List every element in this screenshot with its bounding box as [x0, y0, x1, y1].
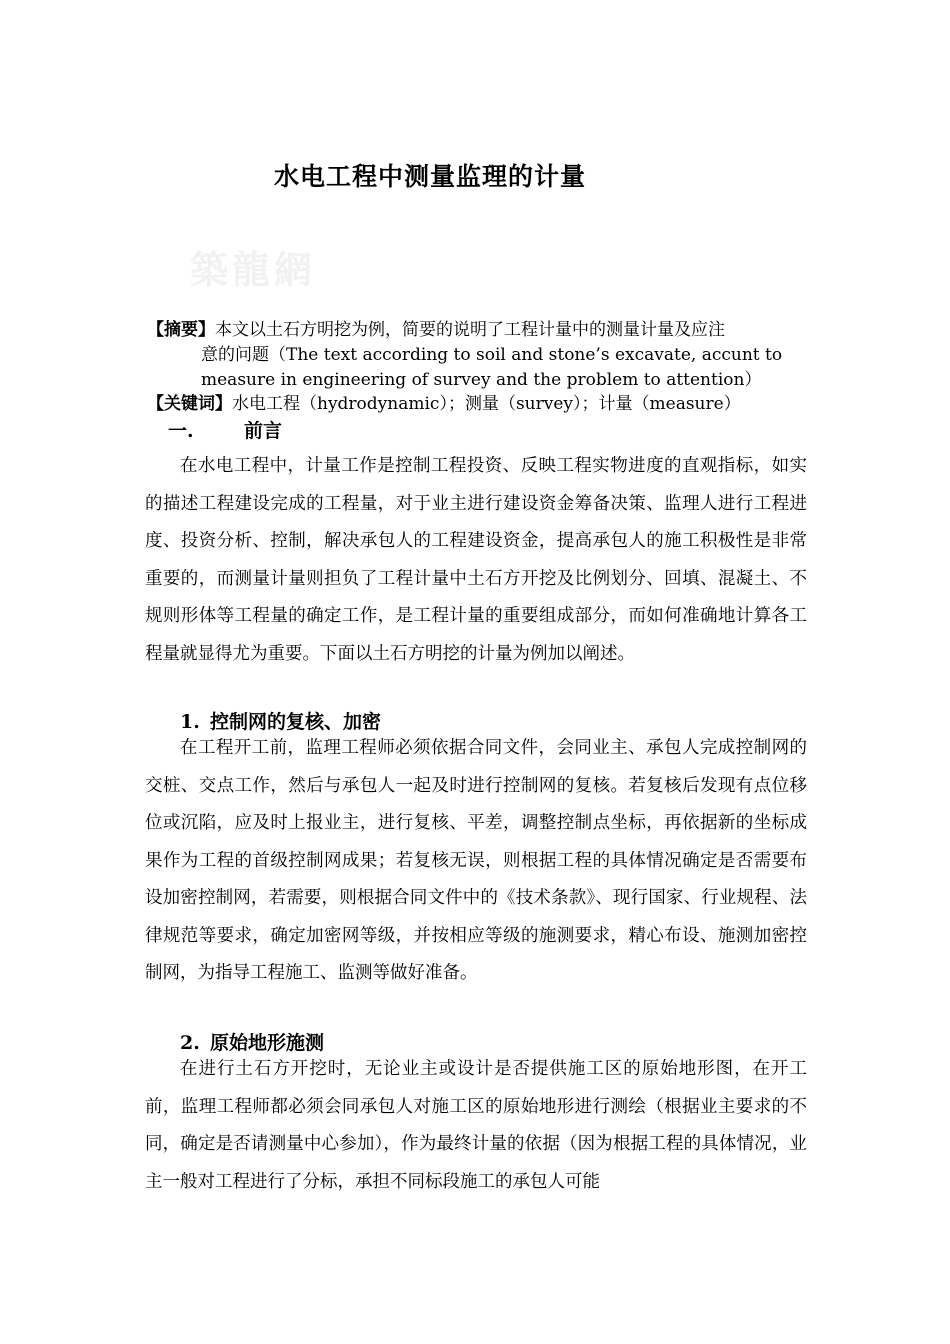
- watermark-logo: 築龍網: [190, 247, 317, 292]
- document-title: 水电工程中测量监理的计量: [273, 162, 586, 191]
- subsection-number: 1.: [180, 711, 200, 733]
- keywords-block: [147, 392, 812, 417]
- original-terrain-paragraph: 在进行土石方开挖时，无论业主或设计是否提供施工区的原始地形图，在开工前，监理工程师都必须会同承包人对施工区的原始地形进行测绘（根据业主要求的不同，确定是否请测量中心参加），作为最终计量的依据（因为根据工程的具体情况，业主一般对工程进行了分标，承担不同标段施工的承包人可能: [145, 1059, 807, 1192]
- subsection-number: 2.: [180, 1032, 200, 1054]
- subsection-title: 原始地形施测: [210, 1032, 325, 1054]
- subsection-title: 控制网的复核、加密: [210, 711, 382, 733]
- section-number: 一.: [168, 420, 194, 442]
- keywords-text: 水电工程（hydrodynamic）；测量（survey）；计量（measure）: [232, 394, 741, 414]
- keywords-label: 【关键词】: [147, 394, 232, 414]
- abstract-label: 【摘要】: [147, 320, 215, 340]
- control-network-paragraph: 在工程开工前，监理工程师必须依据合同文件，会同业主、承包人完成控制网的交桩、交点工作，然后与承包人一起及时进行控制网的复核。若复核后发现有点位移位或沉陷，应及时上报业主，进行复核、平差，调整控制点坐标，再依据新的坐标成果作为工程的首级控制网成果；若复核无误，则根据工程的具体情况确定是否需要布设加密控制网，若需要，则根据合同文件中的《技术条款》、现行国家、行业规程、法律规范等要求，确定加密网等级，并按相应等级的施测要求，精心布设、施测加密控制网，为指导工程施工、监测等做好准备。: [145, 738, 807, 983]
- abstract-text: 本文以土石方明挖为例，简要的说明了工程计量中的测量计量及应注: [215, 320, 725, 340]
- abstract-block: [147, 318, 812, 393]
- preface-paragraph: 在水电工程中，计量工作是控制工程投资、反映工程实物进度的直观指标，如实的描述工程建设完成的工程量，对于业主进行建设资金筹备决策、监理人进行工程进度、投资分析、控制，解决承包人的工程建设资金，提高承包人的施工积极性是非常重要的，而测量计量则担负了工程计量中土石方开挖及比例划分、回填、混凝土、不规则形体等工程量的确定工作，是工程计量的重要组成部分，而如何准确地计算各工程量就显得尤为重要。下面以土石方明挖的计量为例加以阐述。: [145, 456, 807, 664]
- section-heading-preface: [168, 417, 282, 445]
- abstract-continuation: 意的问题（The text according to soil and stone’s excavate, accunt to measure in engineering of survey and the problem to attention）: [201, 345, 783, 390]
- section-title: 前言: [244, 420, 283, 442]
